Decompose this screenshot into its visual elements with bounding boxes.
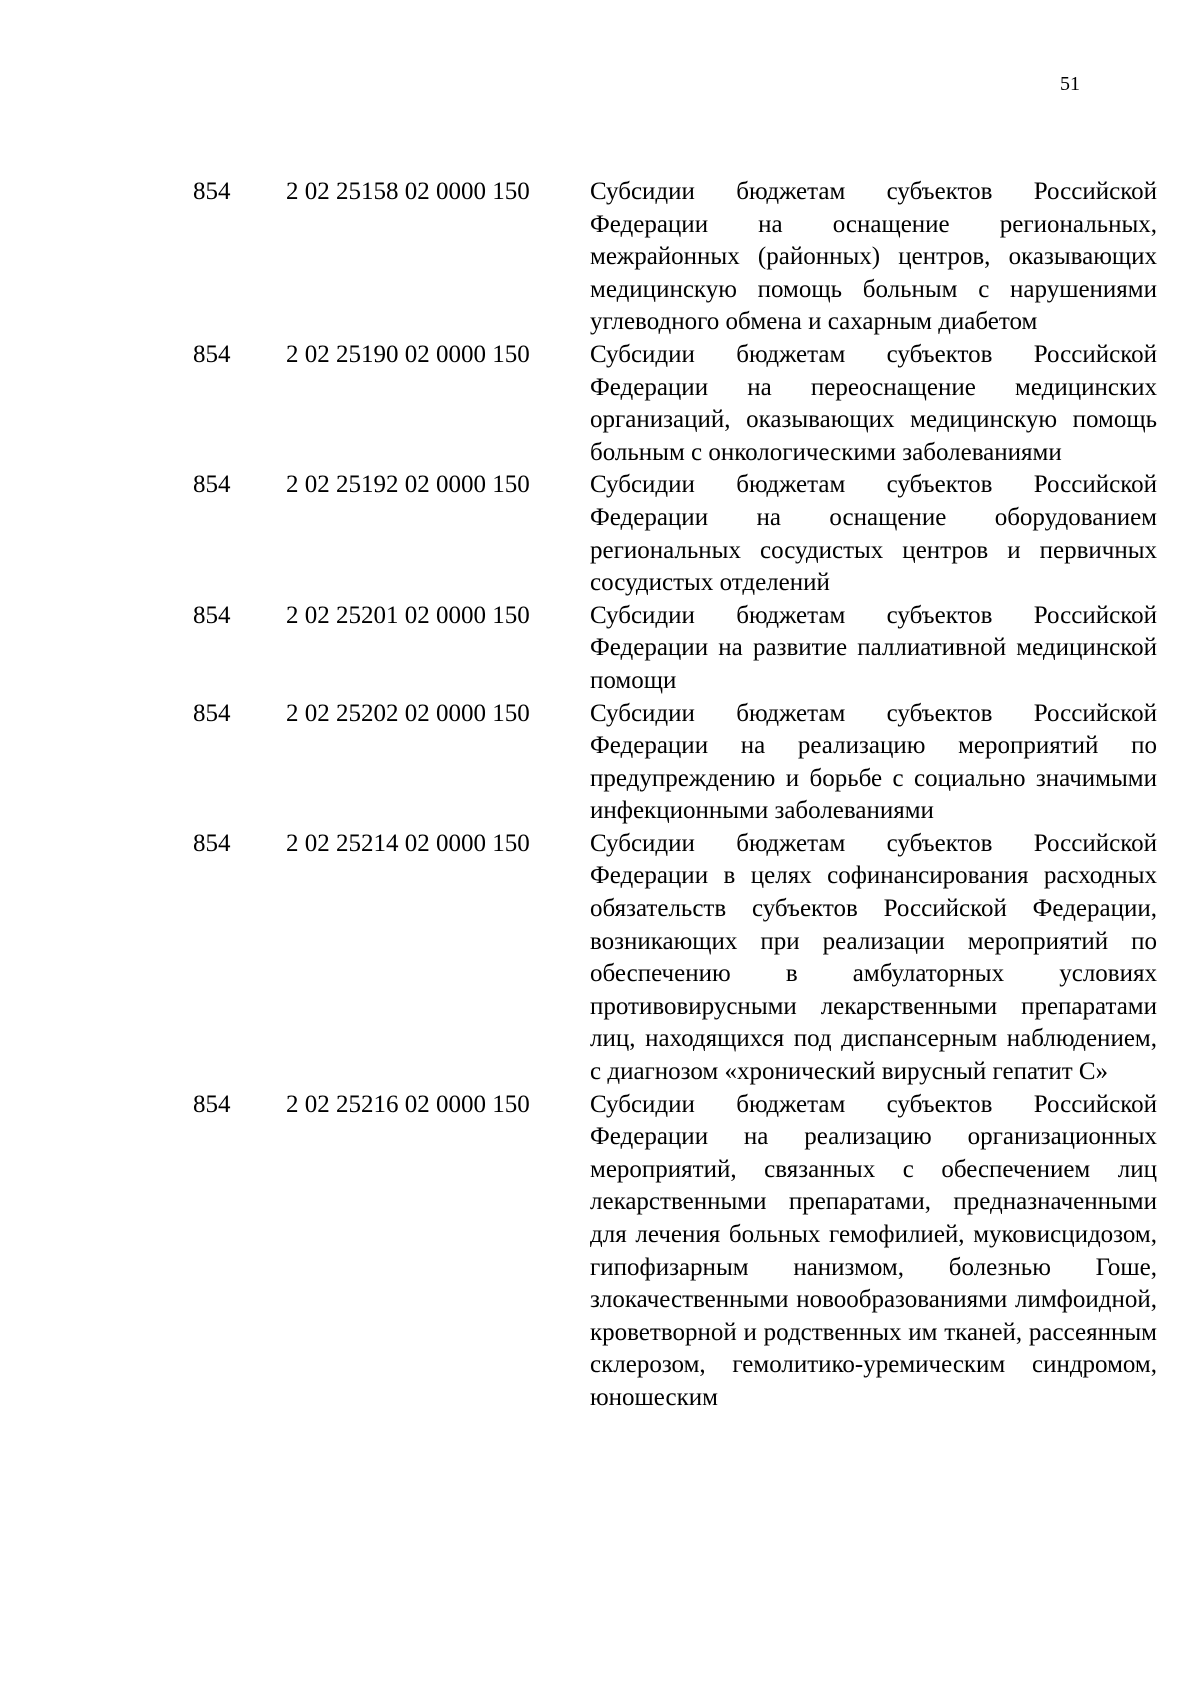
row-description: Субсидии бюджетам субъектов Российской Федерации на оснащение оборудованием региональных сосудистых центров и первичных сосудистых отделений (590, 471, 1157, 597)
admin-code: 854 (193, 1090, 231, 1118)
row-description: Субсидии бюджетам субъектов Российской Федерации на оснащение региональных, межрайонных (районных) центров, оказывающих медицинскую помощь больным с нарушениями углеводного обмена и сахарным диабетом (590, 178, 1157, 336)
table-row (0, 828, 1200, 1089)
budget-code: 2 02 25158 02 0000 150 (286, 178, 530, 205)
table-row (0, 698, 1200, 828)
row-description: Субсидии бюджетам субъектов Российской Федерации на переоснащение медицинских организаций, оказывающих медицинскую помощь больным с онкологическими заболеваниями (590, 340, 1157, 466)
budget-code: 2 02 25202 02 0000 150 (286, 699, 530, 727)
page-number: 51 (1060, 73, 1080, 95)
table-row (0, 600, 1200, 698)
admin-code: 854 (193, 829, 231, 857)
table-row (0, 339, 1200, 469)
budget-code: 2 02 25190 02 0000 150 (286, 340, 530, 368)
table-row (0, 176, 1200, 339)
budget-code: 2 02 25214 02 0000 150 (286, 829, 530, 857)
budget-code: 2 02 25192 02 0000 150 (286, 471, 530, 499)
admin-code: 854 (193, 178, 231, 205)
table-row (0, 1089, 1200, 1415)
admin-code: 854 (193, 471, 231, 499)
budget-code: 2 02 25216 02 0000 150 (286, 1090, 530, 1118)
admin-code: 854 (193, 601, 231, 629)
row-description: Субсидии бюджетам субъектов Российской Федерации на реализацию мероприятий по предупреждению и борьбе с социально значимыми инфекционными заболеваниями (590, 699, 1157, 825)
row-description: Субсидии бюджетам субъектов Российской Федерации в целях софинансирования расходных обязательств субъектов Российской Федерации, возникающих при реализации мероприятий по обеспечению в амбулаторных условиях противовирусными лекарственными препаратами лиц, находящихся под диспансерным наблюдением, с диагнозом «хронический вирусный гепатит С» (590, 829, 1157, 1086)
table-row (0, 469, 1200, 599)
row-description: Субсидии бюджетам субъектов Российской Федерации на реализацию организационных мероприятий, связанных с обеспечением лиц лекарственными препаратами, предназначенными для лечения больных гемофилией, муковисцидозом, гипофизарным нанизмом, болезнью Гоше, злокачественными новообразованиями лимфоидной, кроветворной и родственных им тканей, рассеянным склерозом, гемолитико-уремическим синдромом, юношеским (590, 1090, 1157, 1411)
row-description: Субсидии бюджетам субъектов Российской Федерации на развитие паллиативной медицинской помощи (590, 601, 1157, 694)
admin-code: 854 (193, 340, 231, 368)
budget-codes-table (0, 176, 1200, 1415)
budget-code: 2 02 25201 02 0000 150 (286, 601, 530, 629)
admin-code: 854 (193, 699, 231, 727)
